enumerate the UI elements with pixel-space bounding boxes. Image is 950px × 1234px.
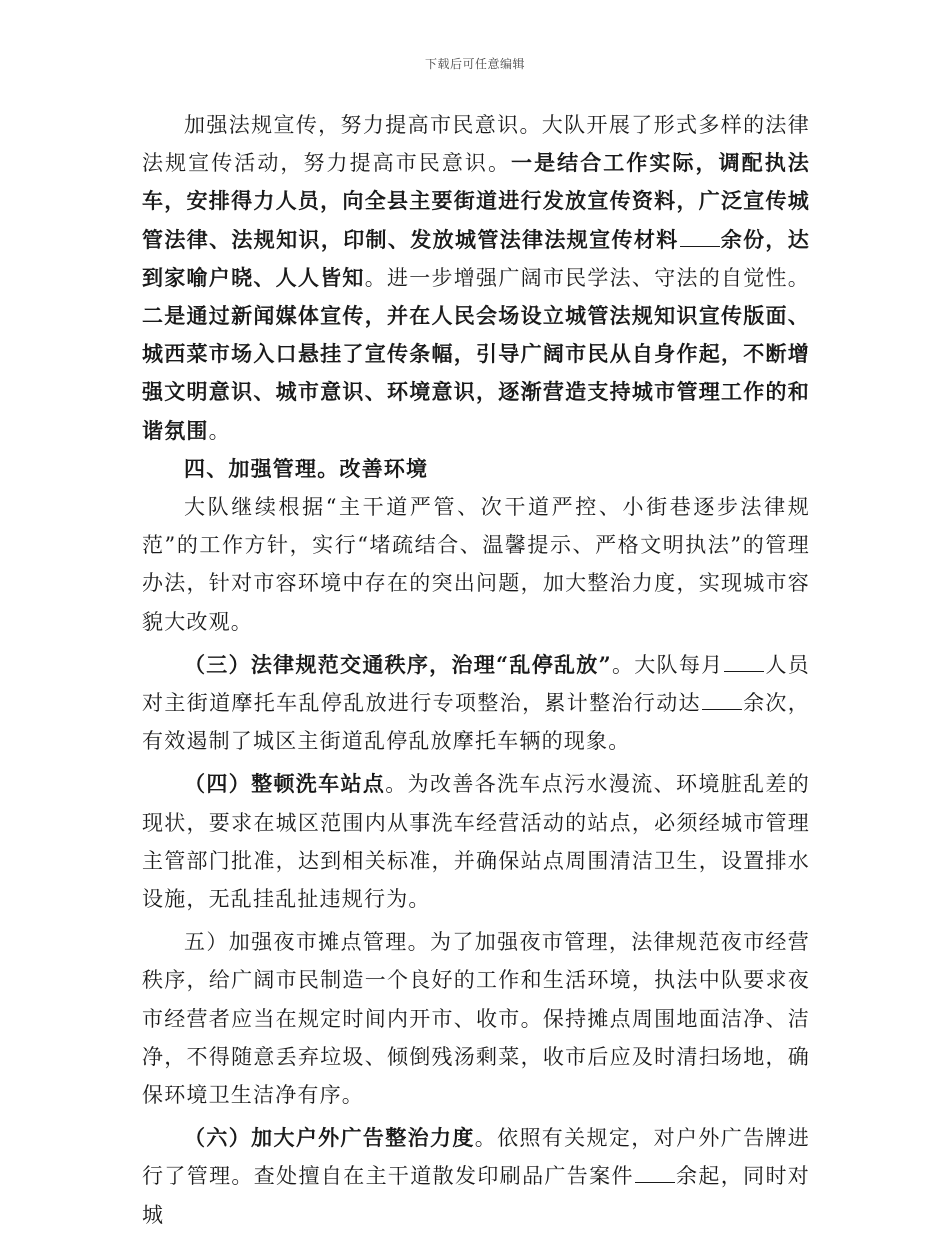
paragraph-advertising-title: （六）加大户外广告整治力度: [184, 1125, 475, 1151]
paragraph-car-wash: [142, 765, 810, 918]
paragraph-advertising: [142, 1119, 810, 1234]
document-body: [142, 106, 810, 1234]
paragraph-car-wash-text: 。为改善各洗车点污水漫流、环境脏乱差的现状，要求在城区范围内从事洗车经营活动的站点，必须经城市管理主管部门批准，达到相关标准，并确保站点周围清洁卫生，设置排水设施，无乱挂乱扯违规行为。: [142, 772, 810, 912]
paragraph-publicity-point-one: 一是结合工作实际，调配执法车，安排得力人员，向全县主要街道进行发放宣传资料，广泛宣传城管法律、法规知识，印制、发放城管法律法规宣传材料: [142, 150, 810, 252]
paragraph-traffic: [142, 646, 810, 761]
paragraph-traffic-title: （三）法律规范交通秩序，治理“乱停乱放”: [184, 651, 612, 677]
blank-field: [724, 653, 764, 672]
paragraph-traffic-text-a: 。大队每月: [611, 652, 724, 677]
paragraph-traffic-text-c: 余次，有效遏制了城区主街道乱停乱放摩托车辆的现象。: [142, 691, 810, 754]
page-header: 下载后可任意编辑: [424, 57, 525, 71]
paragraph-publicity-point-one-end: 余份，达到家喻户晓、人人皆知: [142, 226, 810, 290]
blank-field: [680, 228, 720, 247]
paragraph-advertising-text-b: 余起，同时对城: [142, 1164, 810, 1227]
blank-field: [635, 1164, 675, 1183]
paragraph-publicity-end: 。: [208, 418, 231, 443]
paragraph-management: 大队继续根据“主干道严管、次干道严控、小街巷逐步法律规范”的工作方针，实行“堵疏结合、温馨提示、严格文明执法”的管理办法，针对市容环境中存在的突出问题，加大整治力度，实现城市容貌大改观。: [142, 495, 810, 634]
section-heading: 四、加强管理。改善环境: [184, 455, 429, 481]
paragraph-publicity-middle: 。进一步增强广阔市民学法、守法的自觉性。: [364, 265, 811, 290]
paragraph-car-wash-title: （四）整顿洗车站点: [184, 771, 386, 797]
paragraph-traffic-text-b: 人员对主街道摩托车乱停乱放进行专项整治，累计整治行动达: [142, 652, 811, 716]
paragraph-night-market: 五）加强夜市摊点管理。为了加强夜市管理，法律规范夜市经营秩序，给广阔市民制造一个良好的工作和生活环境，执法中队要求夜市经营者应当在规定时间内开市、收市。保持摊点周围地面洁净、洁净，不得随意丢弃垃圾、倾倒残汤剩菜，收市后应及时清扫场地，确保环境卫生洁净有序。: [142, 930, 810, 1108]
paragraph-publicity-point-two: 二是通过新闻媒体宣传，并在人民会场设立城管法规知识宣传版面、城西菜市场入口悬挂了宣传条幅，引导广阔市民从自身作起，不断增强文明意识、城市意识、环境意识，逐渐营造支持城市管理工作的和谐氛围: [142, 303, 810, 443]
paragraph-publicity-intro: 加强法规宣传，努力提高市民意识。大队开展了形式多样的法律法规宣传活动，努力提高市民意识。: [142, 113, 810, 176]
blank-field: [702, 691, 742, 710]
paragraph-advertising-text-a: 。依照有关规定，对户外广告牌进行了管理。查处擅自在主干道散发印刷品广告案件: [142, 1126, 810, 1189]
paragraph-publicity: [142, 106, 810, 450]
